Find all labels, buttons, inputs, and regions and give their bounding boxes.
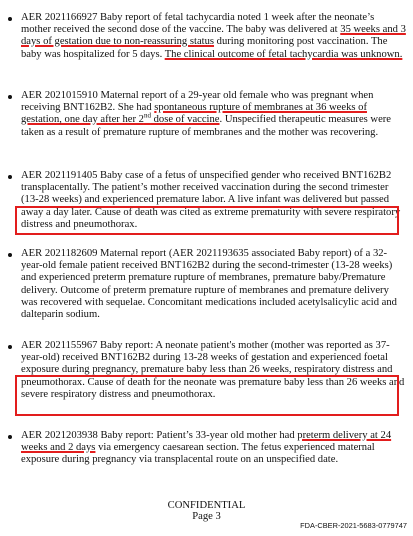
entry-text: AER 2021155967 Baby report: A neonate patient's mother (mother was reported as 37-year-old) received BNT162B2 during 13-28 weeks of gestation and experienced foetal exposure during pregnancy, premature baby less than 26 weeks, respiratory distress and pneumothorax. Cause of death for the neonate was premature baby less than 26 weeks and severe respiratory distress and pneumothorax. — [21, 340, 405, 400]
bullet — [8, 95, 12, 99]
document-id: FDA-CBER-2021-5683-0779747 — [300, 521, 407, 530]
entry-text: AER 2021191405 Baby case of a fetus of unspecified gender who received BNT162B2 transplacentally. The patient’s mother received vaccination during the second trimester (13-28 weeks) and experienced premature labor. A live infant was delivered but passed away a day later. Cause of death was cited as extreme prematurity with severe respiratory distress and pneumothorax. — [21, 170, 401, 230]
entry-text-segment: via emergency caesarean section. The fetus experienced maternal exposure during pregnancy via transplacental route on an unspecified date. — [21, 442, 375, 466]
entry-text — [21, 430, 406, 467]
entry-text-segment: AER 2021203938 Baby report: Patient’s 33-year old mother had — [21, 430, 298, 441]
bullet — [8, 17, 12, 21]
list-item — [8, 248, 406, 321]
entry-text-segment: . Unspecified therapeutic measures were taken as a result of premature rupture of membranes and the mother was recovering. — [21, 114, 391, 138]
list-item — [8, 430, 406, 467]
entry-text-segment: AER 2021166927 Baby report of fetal tachycardia noted 1 week after the neonate’s mother received the second dose of the vaccine. The baby was delivered at — [21, 12, 375, 36]
bullet — [8, 253, 12, 257]
bullet — [8, 435, 12, 439]
underlined-text: 35 weeks and 3 days of gestation due to non-reassuring status — [21, 24, 406, 48]
entry-text — [21, 12, 406, 61]
page-number: Page 3 — [192, 511, 221, 522]
highlight-box — [15, 375, 399, 416]
bullet — [8, 175, 12, 179]
superscript: nd — [143, 111, 151, 120]
underlined-segment: spontaneous rupture of membranes at 36 weeks of gestation, one day after her 2 — [21, 102, 367, 126]
list-item — [8, 90, 406, 139]
underlined-text: preterm delivery at 24 weeks and 2 days — [21, 430, 392, 454]
underlined-text: The clinical outcome of fetal tachycardia was unknown. — [164, 48, 403, 60]
confidential-label: CONFIDENTIAL — [167, 500, 246, 511]
bullet — [8, 345, 12, 349]
entry-text — [21, 90, 406, 139]
entry-text: AER 2021182609 Maternal report (AER 2021193635 associated Baby report) of a 32-year-old female patient received BNT162B2 during the second-trimester (13-28 weeks) and experienced preterm premature rupture of membranes, premature baby/Premature delivery. Outcome of preterm premature rupture of membranes and premature delivery was recovered with sequelae. Concomitant medications included acetylsalicylic acid and dalteparin sodium. — [21, 248, 397, 321]
entry-text-segment: AER 2021015910 Maternal report of a 29-year old female who was pregnant when receiving BNT162B2. She had — [21, 90, 374, 114]
entry-text-segment: during monitoring post vaccination. The baby was hospitalized for 5 days. — [21, 36, 388, 60]
highlight-box — [15, 206, 399, 235]
list-item — [8, 12, 406, 61]
underlined-segment: dose of vaccine — [150, 114, 220, 126]
